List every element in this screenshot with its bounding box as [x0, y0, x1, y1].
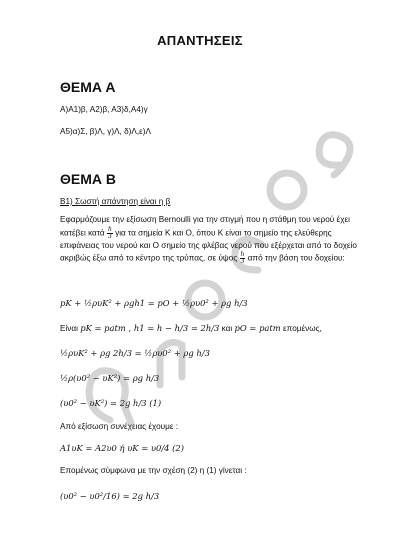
fraction-h-over-3: $\frac{h}{3}$ [107, 225, 112, 240]
para-part-2: για τα σημεία Κ και Ο, όπου Κ είναι το σημείο της ελεύθερης επιφάνειας του νερού και Ο σημείο της φλέβας νερού που εξέρχεται από το δοχείο ακριβώς έξω από το κέντρο της τρύπας, σε ύψος [60, 228, 357, 264]
theme-a-answers-2: Α5)α)Σ, β)Λ, γ)Λ, δ)Λ,ε)Λ [60, 127, 151, 136]
para-part-3: από την βάση του δοχείου: [247, 254, 345, 264]
equation-1: (υ0² − υK²) = 2g h/3 (1) [60, 398, 162, 408]
equation-2: A1υK = A2υ0 ή υK = υ0/4 (2) [60, 443, 184, 453]
para-part-1: Εφαρμόζουμε την εξίσωση Bernoulli για την στιγμή που η στάθμη του νερού έχει κατέβει κατά [60, 215, 350, 238]
bernoulli-paragraph [60, 214, 360, 266]
consequence-line: Επομένως σύμφωνα με την σχέση (2) η (1) γίνεται : [60, 466, 247, 475]
theme-a-heading: ΘΕΜΑ Α [60, 79, 116, 95]
b1-label: Β1) Σωστή απάντηση είναι η β [60, 197, 171, 206]
equation-final: (υ0² − υ0²/16) = 2g h/3 [60, 491, 160, 501]
equation-substituted: ½ρυK² + ρg 2h/3 = ½ρυ0² + ρg h/3 [60, 348, 210, 358]
continuity-intro: Από εξίσωση συνέχειας έχουμε : [60, 422, 179, 431]
fraction-h-over-3-b: $\frac{h}{3}$ [240, 251, 245, 266]
given-values-line: Είναι pK = patm , h1 = h − h/3 = 2h/3 και pO = patm επομένως, [60, 323, 322, 333]
equation-simplified: ½ρ(υ0² − υK²) = ρg h/3 [60, 373, 160, 383]
equation-bernoulli: pK + ½ρυK² + ρgh1 = pO + ½ρυ0² + ρg h/3 [60, 298, 248, 308]
theme-b-heading: ΘΕΜΑ Β [60, 171, 116, 187]
theme-a-answers-1: Α)Α1)β, Α2)β, Α3)δ,Α4)γ [60, 105, 148, 114]
page-title: ΑΠΑΝΤΗΣΕΙΣ [157, 33, 243, 48]
